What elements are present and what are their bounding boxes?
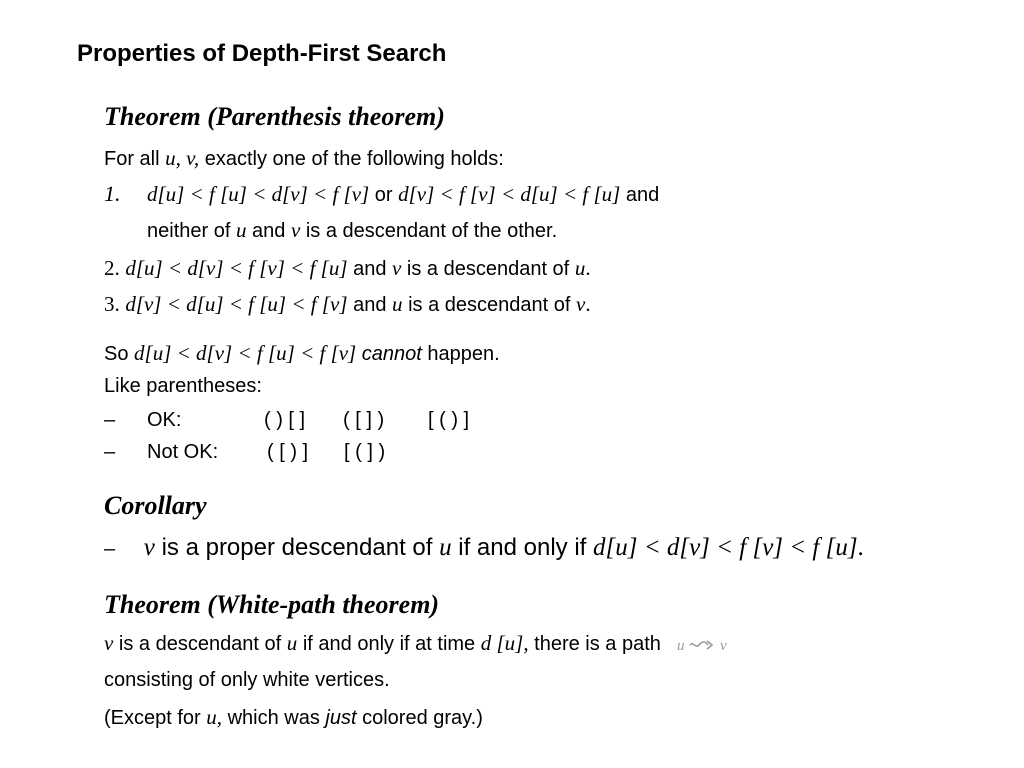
case-1-cont-and: and: [252, 220, 286, 242]
case-2-line: [104, 256, 591, 281]
case-1-math-b: d[v] < f [v] < d[u] < f [u]: [398, 182, 621, 206]
ok-label: OK:: [147, 409, 182, 431]
white-path-text-3: there is a path: [534, 633, 661, 655]
case-3-var2: v: [575, 292, 586, 316]
corollary-var-v: v: [143, 534, 155, 561]
white-path-text-2: if and only if at time: [302, 633, 476, 655]
white-path-line-1: [104, 631, 736, 656]
corollary-var-u: u: [439, 534, 452, 561]
so-post: happen.: [427, 343, 500, 365]
white-path-line3-pre: (Except for: [104, 707, 201, 729]
case-1-and: and: [625, 184, 660, 206]
corollary-math: d[u] < d[v] < f [v] < f [u]: [593, 534, 858, 561]
case-1-cont-u: u: [235, 218, 247, 242]
case-1-cont-post: is a descendant of the other.: [305, 220, 558, 242]
ok-dash: –: [104, 409, 116, 431]
white-path-line3-just: just: [325, 707, 357, 729]
ok-example-3: [ ( ) ]: [428, 409, 470, 431]
slide-title: Properties of Depth-First Search: [77, 40, 447, 67]
like-parentheses: Like parentheses:: [104, 375, 262, 397]
case-1-line: [104, 181, 659, 207]
case-2-text: is a descendant of: [406, 258, 570, 280]
corollary-heading: Corollary: [104, 491, 207, 520]
case-2-math: d[u] < d[v] < f [v] < f [u]: [125, 256, 348, 280]
white-path-line-2: consisting of only white vertices.: [104, 669, 390, 691]
not-ok-example-1: ( [ ) ]: [267, 441, 309, 463]
case-1-or: or: [374, 184, 393, 206]
so-pre: So: [104, 343, 129, 365]
not-ok-dash: –: [104, 441, 116, 463]
not-ok-example-2: [ ( ] ): [344, 441, 386, 463]
white-path-theorem-heading: Theorem (White-path theorem): [104, 590, 440, 619]
intro-math: u, v,: [165, 146, 200, 170]
svg-text:v: v: [720, 637, 728, 654]
white-path-var-v: v: [104, 631, 114, 655]
white-path-line3-u: u,: [206, 705, 223, 729]
case-2-number: 2.: [104, 256, 120, 280]
parenthesis-intro: [104, 146, 504, 171]
so-line: [104, 341, 500, 366]
case-3-end: .: [585, 292, 591, 316]
not-ok-label: Not OK:: [147, 441, 219, 463]
white-path-text-1: is a descendant of: [118, 633, 282, 655]
corollary-text-2: if and only if: [458, 534, 587, 561]
case-1-number: 1.: [104, 181, 121, 206]
ok-example-1: ( ) [ ]: [264, 409, 306, 431]
white-path-line3-post: colored gray.): [362, 707, 483, 729]
case-3-line: [104, 292, 591, 317]
so-math: d[u] < d[v] < f [u] < f [v]: [134, 341, 357, 365]
white-path-var-u: u: [286, 631, 298, 655]
case-1-cont-v: v: [290, 218, 301, 242]
case-2-end: .: [585, 256, 591, 280]
case-3-text: is a descendant of: [408, 294, 571, 316]
case-2-var1: v: [392, 256, 402, 280]
case-3-var1: u: [392, 292, 403, 316]
corollary-text-1: is a proper descendant of: [161, 534, 433, 561]
white-path-line-3: [104, 705, 483, 730]
so-cannot: cannot: [361, 343, 422, 365]
svg-text:u: u: [677, 637, 685, 654]
intro-pre: For all: [104, 148, 160, 170]
case-1-cont-pre: neither of: [147, 220, 231, 242]
case-3-number: 3.: [104, 292, 120, 316]
white-path-line3-mid: which was: [227, 707, 320, 729]
case-1-continuation: [147, 218, 557, 243]
ok-example-2: ( [ ] ): [343, 409, 385, 431]
case-1-math-a: d[u] < f [u] < d[v] < f [v]: [147, 182, 370, 206]
corollary-dash: –: [104, 538, 116, 560]
case-2-var2: u: [574, 256, 586, 280]
corollary-end: .: [857, 534, 864, 561]
white-path-time-math: d [u],: [480, 631, 529, 655]
path-u-to-v-icon: [676, 635, 736, 655]
intro-post: exactly one of the following holds:: [204, 148, 504, 170]
corollary-line: [104, 534, 864, 562]
parenthesis-theorem-heading: Theorem (Parenthesis theorem): [104, 102, 445, 131]
case-3-math: d[v] < d[u] < f [u] < f [v]: [125, 292, 348, 316]
case-2-and: and: [353, 258, 387, 280]
case-3-and: and: [353, 294, 387, 316]
